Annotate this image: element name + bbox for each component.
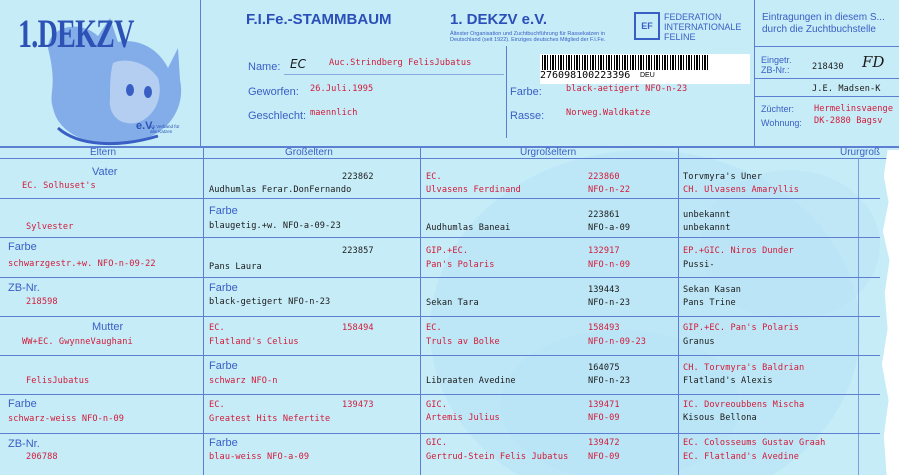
uge-r1-code: NFO-n-22 [588,185,631,195]
vater-farbe-value: schwarzgestr.+w. NFO-n-09-22 [8,259,156,269]
col-divider-4 [858,159,859,475]
ge-r7-prefix: EC. [209,400,225,410]
uuge-3: unbekannt [683,210,731,220]
eingetr-label: Eingetr. [761,55,792,65]
table-top-rule [0,146,899,148]
ge-r3-name: Pans Laura [209,262,262,272]
table-header-rule [0,158,899,159]
uge-r5-code: NFO-n-09-23 [588,337,647,347]
uge-r6-code: NFO-n-23 [588,376,631,386]
zbnr-rule [754,78,899,79]
row-rule-1 [0,198,880,199]
uge-r7-code: NFO-09 [588,413,620,423]
uge-r2-num: 223861 [588,210,620,220]
zbnr-hand: FD [862,53,885,71]
col-header-eltern: Eltern [90,147,117,158]
uuge-16: EC. Flatland's Avedine [683,452,800,462]
uuge-10: Granus [683,337,715,347]
uuge-14: Kisous Bellona [683,413,757,423]
uuge-11: CH. Torvmyra's Baldrian [683,363,805,373]
mutter-zb-label: ZB-Nr. [8,438,40,450]
mutter-label: Mutter [92,321,124,333]
name-line [284,74,504,75]
barcode-bars [542,55,710,70]
uuge-12: Flatland's Alexis [683,376,773,386]
zuechter-rule [754,96,899,97]
uge-r8-name: Gertrud-Stein Felis Jubatus [426,452,569,462]
right-note: Eintragungen in diesem S... durch die Zuchtbuchstelle [762,12,885,35]
uuge-1: Torvmyra's Uner [683,172,763,182]
mutter-farbe-value: schwarz-weiss NFO-n-09 [8,414,125,424]
zuechter-value-top: J.E. Madsen-K [812,84,881,94]
uge-r3-num: 132917 [588,246,620,256]
zuechter-label: Züchter: [761,104,795,114]
uge-r4-num: 139443 [588,285,620,295]
uge-r7-prefix: GIC. [426,400,448,410]
uuge-4: unbekannt [683,223,731,233]
row-rule-5 [0,355,880,356]
col-divider-3 [678,146,679,475]
born-value: 26.Juli.1995 [310,84,374,94]
vater-zb-label: ZB-Nr. [8,282,40,294]
mutter-zb-value: 206788 [26,452,58,462]
sex-label: Geschlecht: [248,110,307,122]
ge-r5-prefix: EC. [209,323,225,333]
ge-r5-num: 158494 [342,323,374,333]
uge-r4-name: Sekan Tara [426,298,479,308]
vater-farbe-label: Farbe [8,241,37,253]
name-prefix: EC [290,57,306,71]
color-label: Farbe: [510,86,542,98]
vater-name: EC. Solhuset's [22,181,96,191]
barcode [540,54,750,84]
uge-r8-num: 139472 [588,438,620,448]
uuge-2: CH. Ulvasens Amaryllis [683,185,800,195]
col-divider-1 [203,146,204,475]
row-rule-6 [0,394,880,395]
uge-r5-prefix: EC. [426,323,442,333]
uge-r5-name: Truls av Bolke [426,337,500,347]
ge-r4-label: Farbe [209,282,238,294]
barcode-deu: DEU [640,72,655,79]
uge-r4-code: NFO-n-23 [588,298,631,308]
name-label: Name: [248,61,281,73]
uge-r7-name: Artemis Julius [426,413,500,423]
uuge-15: EC. Colosseums Gustav Graah [683,438,826,448]
sex-value: maennlich [310,108,358,118]
eltern-row6-name: FelisJubatus [26,376,90,386]
fife-logo [634,12,754,46]
ge-r1-name: Audhumlas Ferar.DonFernando [209,185,352,195]
uge-r3-prefix: GIP.+EC. [426,246,469,256]
row-rule-2 [0,237,880,238]
ge-r4-value: black-getigert NFO-n-23 [209,297,331,307]
vater-zb-value: 218598 [26,297,58,307]
wohnung-value-1: Hermelinsvaenge [814,104,894,114]
uge-r8-code: NFO-09 [588,452,620,462]
wohnung-value-2: DK-2880 Bagsv [814,116,883,126]
fife-line-1: FEDERATION [664,12,722,22]
uge-r2-code: NFO-a-09 [588,223,631,233]
ge-r7-name: Greatest Hits Nefertite [209,414,331,424]
row-rule-7 [0,433,880,434]
mutter-farbe-label: Farbe [8,398,37,410]
uuge-6: Pussi- [683,260,715,270]
title-left: F.I.Fe.-STAMMBAUM [246,11,392,28]
ge-r6-value: schwarz NFO-n [209,376,278,386]
row-rule-3 [0,277,880,278]
mutter-name: WW+EC. GwynneVaughani [22,337,133,347]
uge-r3-name: Pan's Polaris [426,260,495,270]
uge-r1-prefix: EC. [426,172,442,182]
subtitle: Ältester Organisation und Zuchtbuchführung für Rassekatzen in Deutschland (seit 1922). Einziges deutsches Mitglied der F.I.Fe. [450,31,606,43]
header-divider-left [200,0,201,148]
uge-r3-code: NFO-n-09 [588,260,631,270]
uge-r2-name: Audhumlas Baneai [426,223,511,233]
vater-label: Vater [92,166,118,178]
uge-r6-num: 164075 [588,363,620,373]
uge-r6-name: Libraaten Avedine [426,376,516,386]
col-divider-2 [420,146,421,475]
uuge-8: Pans Trine [683,298,736,308]
fife-line-2: INTERNATIONALE [664,22,742,32]
uge-r5-num: 158493 [588,323,620,333]
uge-r1-num: 223860 [588,172,620,182]
breed-value: Norweg.Waldkatze [566,108,651,118]
fife-logo-icon: EF [634,12,660,40]
wohnung-label: Wohnung: [761,118,802,128]
uuge-5: EP.+GIC. Niros Dunder [683,246,794,256]
title-right: 1. DEKZV e.V. [450,11,547,28]
torn-edge [880,150,899,475]
col-header-grosseltern: Großeltern [285,147,333,158]
uge-r8-prefix: GIC. [426,438,448,448]
ge-r8-value: blau-weiss NFO-a-09 [209,452,310,462]
ge-r1-num: 223862 [342,172,374,182]
header-divider-right [754,0,755,148]
uuge-9: GIP.+EC. Pan's Polaris [683,323,800,333]
fife-line-3: FELINE [664,32,696,42]
color-value: black-aetigert NFO-n-23 [566,84,688,94]
ge-r6-label: Farbe [209,360,238,372]
eltern-row2-name: Sylvester [26,222,74,232]
uuge-13: IC. Dovreoubbens Mischa [683,400,805,410]
ge-r2-label: Farbe [209,205,238,217]
zbnr-value: 218430 [812,62,844,72]
logo [18,8,188,153]
ge-r3-num: 223857 [342,246,374,256]
col-header-ururgrosseltern: Ururgroß [840,147,881,158]
logo-sub: e.V. [136,120,155,132]
row-rule-4 [0,316,880,317]
born-label: Geworfen: [248,86,299,98]
ge-r5-name: Flatland's Celius [209,337,299,347]
uge-r1-name: Ulvasens Ferdinand [426,185,521,195]
breed-label: Rasse: [510,110,545,122]
logo-tiny: Im Verband für alle Katzen [150,124,180,134]
uuge-7: Sekan Kasan [683,285,742,295]
ge-r7-num: 139473 [342,400,374,410]
barcode-number: 276098100223396 [540,70,631,81]
col-header-urgrosseltern: Urgroßeltern [520,147,577,158]
header-divider-fields [506,46,507,138]
ge-r2-value: blaugetig.+w. NFO-a-09-23 [209,221,341,231]
uge-r7-num: 139471 [588,400,620,410]
zbnr-label: ZB-Nr.: [761,65,790,75]
logo-text: 1.DEKZV [18,11,134,56]
name-value: Auc.Strindberg FelisJubatus [329,58,472,68]
right-note-rule [754,46,899,47]
ge-r8-label: Farbe [209,437,238,449]
